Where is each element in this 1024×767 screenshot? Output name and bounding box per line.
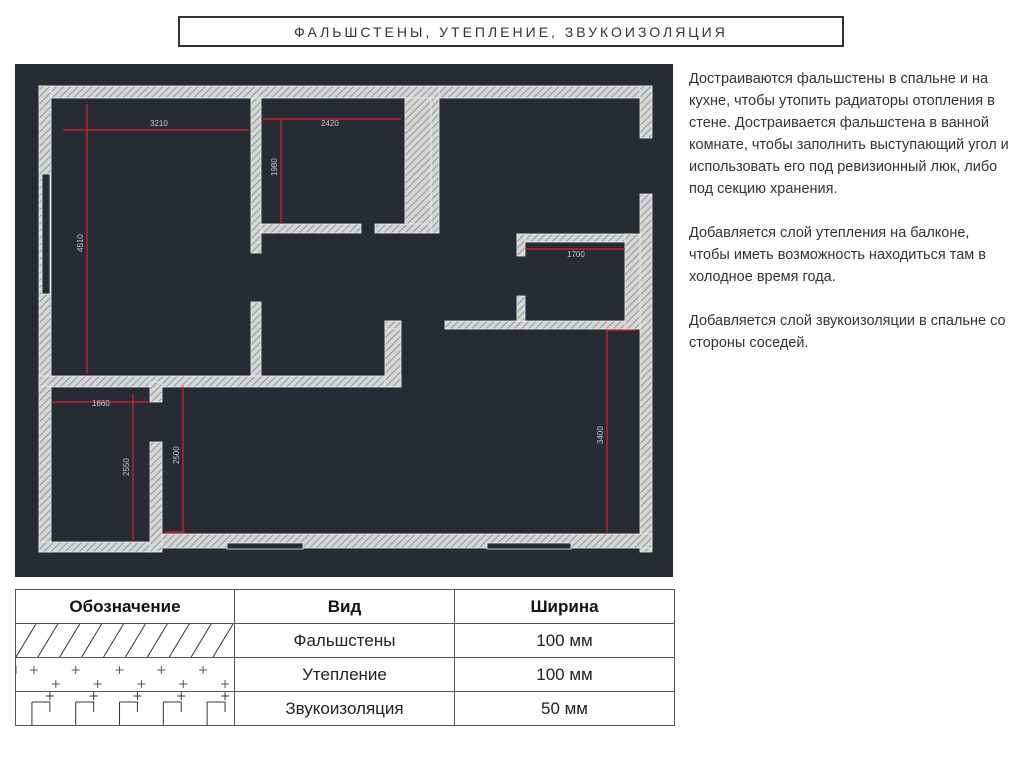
legend-width: 100 мм <box>455 624 675 658</box>
dim-1980: 1980 <box>270 158 279 176</box>
legend-name: Фальшстены <box>235 624 455 658</box>
header-symbol: Обозначение <box>16 590 235 624</box>
legend-name: Утепление <box>235 658 455 692</box>
floor-plan-drawing <box>15 64 673 577</box>
walls <box>39 86 652 552</box>
dim-4510: 4510 <box>76 234 85 252</box>
description-paragraph: Добавляется слой утепления на балконе, чтобы иметь возможность находиться там в холодное время года. <box>689 225 986 285</box>
description-paragraph: Достраиваются фальшстены в спальне и на кухне, чтобы утопить радиаторы отопления в стене. Достраивается фальшстена в ванной комнате, чтобы заполнить выступающий угол и использовать его под ревизионный люк, либо под секцию хранения. <box>689 71 1009 197</box>
legend-row <box>16 624 675 658</box>
dim-3210: 3210 <box>150 119 168 128</box>
dim-2500: 2500 <box>172 446 181 464</box>
description <box>689 68 1011 376</box>
legend-row <box>16 658 675 692</box>
floor-plan <box>15 64 673 577</box>
page-title: ФАЛЬШСТЕНЫ, УТЕПЛЕНИЕ, ЗВУКОИЗОЛЯЦИЯ <box>178 16 844 47</box>
dim-3400: 3400 <box>596 426 605 444</box>
dim-1700: 1700 <box>567 250 585 259</box>
header-type: Вид <box>235 590 455 624</box>
bracket-pattern-icon <box>16 692 235 726</box>
plus-pattern-icon <box>16 658 235 692</box>
legend-name: Звукоизоляция <box>235 692 455 726</box>
dim-1660: 1660 <box>92 399 110 408</box>
hatch-pattern-icon <box>16 624 235 658</box>
description-paragraph: Добавляется слой звукоизоляции в спальне со стороны соседей. <box>689 313 1006 351</box>
dim-2550: 2550 <box>122 458 131 476</box>
legend-row <box>16 692 675 726</box>
legend-width: 50 мм <box>455 692 675 726</box>
legend-table <box>15 589 675 726</box>
header-width: Ширина <box>455 590 675 624</box>
dim-2420: 2420 <box>321 119 339 128</box>
legend-width: 100 мм <box>455 658 675 692</box>
legend-header-row <box>16 590 675 624</box>
